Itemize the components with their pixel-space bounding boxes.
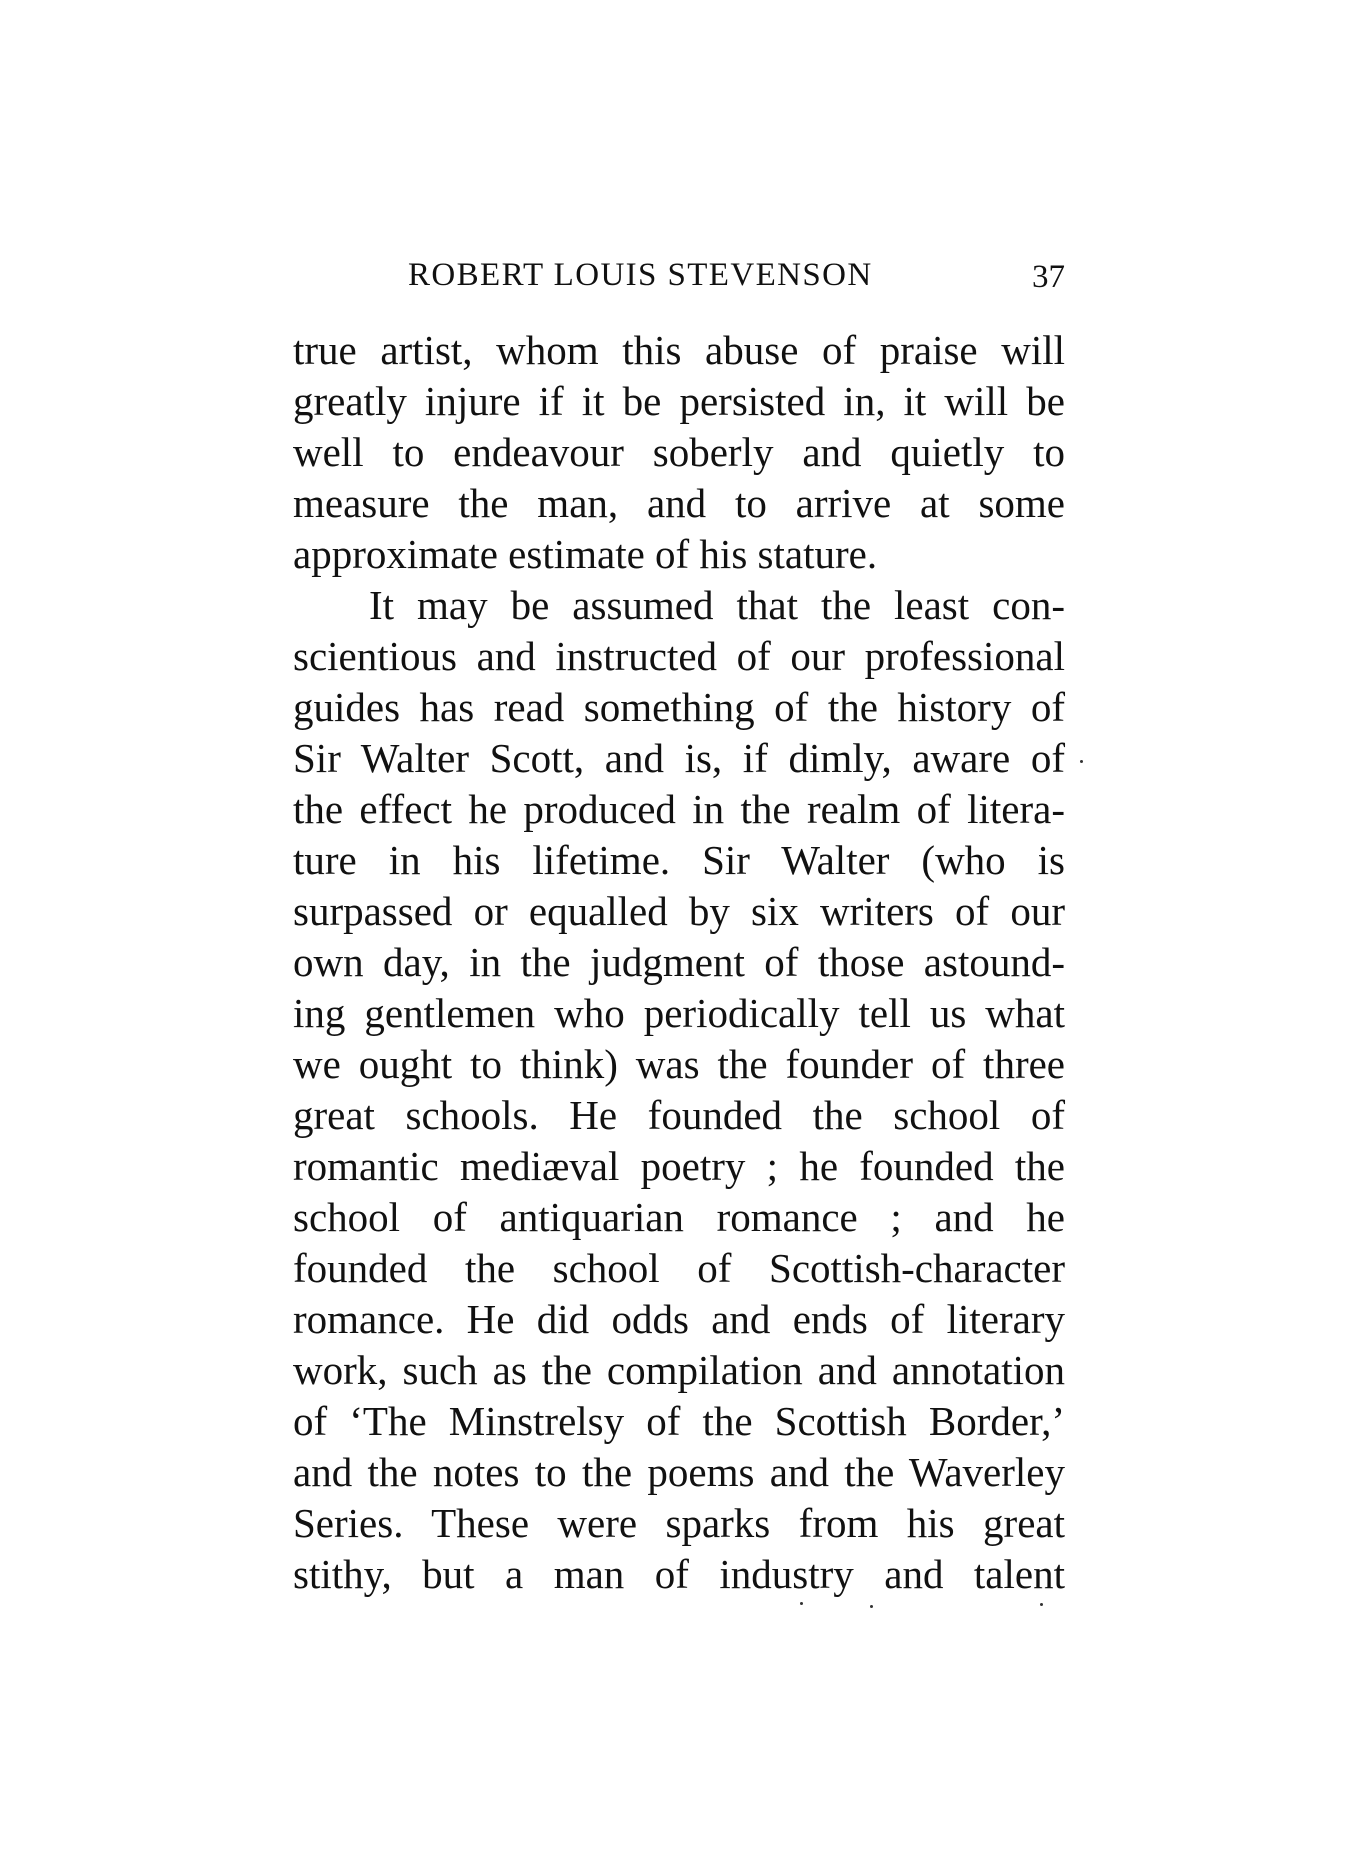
text-line: It may be assumed that the least con- bbox=[369, 582, 1065, 628]
print-speck bbox=[1080, 760, 1083, 763]
running-head bbox=[293, 253, 1065, 297]
text-line: stithy, but a man of industry and talent bbox=[293, 1551, 1065, 1597]
text-line: the effect he produced in the realm of litera- bbox=[293, 786, 1065, 832]
text-line: Sir Walter Scott, and is, if dimly, aware of bbox=[293, 735, 1065, 781]
text-line: own day, in the judgment of those astound- bbox=[293, 939, 1065, 985]
text-line: surpassed or equalled by six writers of our bbox=[293, 888, 1065, 934]
text-line: greatly injure if it be persisted in, it will be bbox=[293, 378, 1065, 424]
text-line: of ‘The Minstrelsy of the Scottish Border,’ bbox=[293, 1398, 1065, 1444]
page-number: 37 bbox=[1032, 259, 1065, 295]
text-line: great schools. He founded the school of bbox=[293, 1092, 1065, 1138]
text-line: measure the man, and to arrive at some bbox=[293, 480, 1065, 526]
running-title: ROBERT LOUIS STEVENSON bbox=[408, 257, 873, 293]
text-line: ing gentlemen who periodically tell us what bbox=[293, 990, 1065, 1036]
text-line: well to endeavour soberly and quietly to bbox=[293, 429, 1065, 475]
text-line: true artist, whom this abuse of praise will bbox=[293, 327, 1065, 373]
text-line: ture in his lifetime. Sir Walter (who is bbox=[293, 837, 1065, 883]
text-line: school of antiquarian romance ; and he bbox=[293, 1194, 1065, 1240]
text-line: and the notes to the poems and the Waverley bbox=[293, 1449, 1065, 1495]
text-line: work, such as the compilation and annotation bbox=[293, 1347, 1065, 1393]
text-line: romance. He did odds and ends of literary bbox=[293, 1296, 1065, 1342]
text-line: founded the school of Scottish-character bbox=[293, 1245, 1065, 1291]
print-speck bbox=[1040, 1603, 1043, 1606]
body-text bbox=[293, 325, 1065, 1600]
text-line: we ought to think) was the founder of three bbox=[293, 1041, 1065, 1087]
text-line: guides has read something of the history of bbox=[293, 684, 1065, 730]
text-line: scientious and instructed of our professional bbox=[293, 633, 1065, 679]
print-speck bbox=[800, 1602, 803, 1605]
text-line: Series. These were sparks from his great bbox=[293, 1500, 1065, 1546]
print-speck bbox=[870, 1605, 873, 1608]
text-line: romantic mediæval poetry ; he founded the bbox=[293, 1143, 1065, 1189]
text-line: approximate estimate of his stature. bbox=[293, 531, 878, 577]
